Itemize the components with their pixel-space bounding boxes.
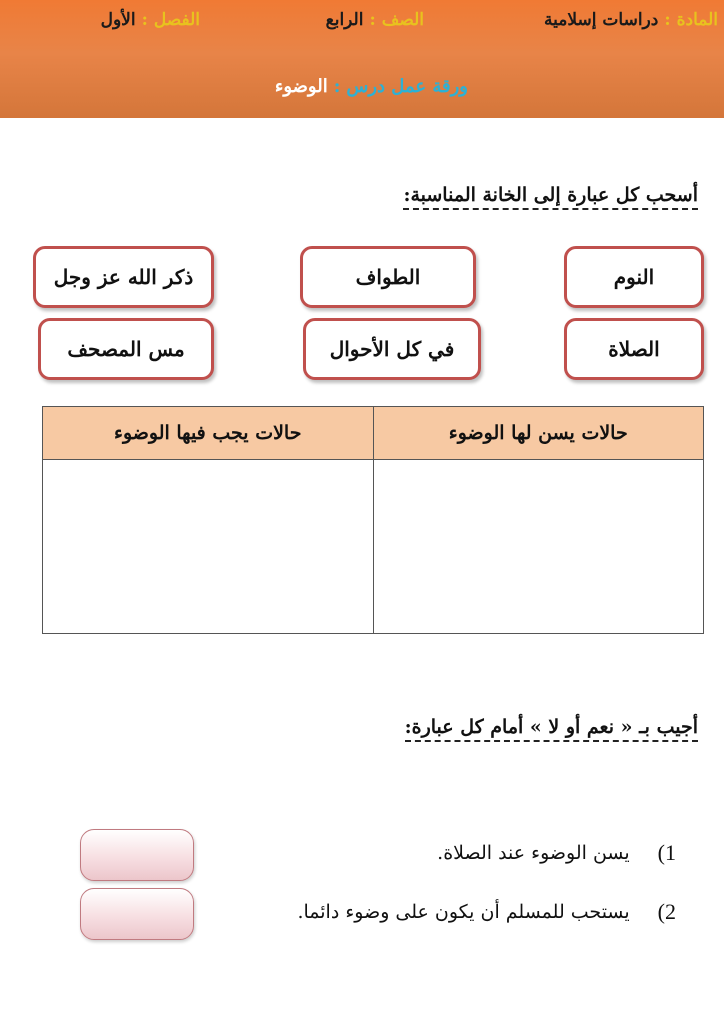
worksheet-label: ورقة عمل درس bbox=[346, 76, 468, 97]
subject-value: دراسات إسلامية bbox=[544, 10, 659, 30]
subject-label: المادة bbox=[676, 10, 718, 30]
question-number: 1) bbox=[657, 840, 676, 865]
question-text: يستحب للمسلم أن يكون على وضوء دائما. bbox=[297, 901, 630, 923]
question-row bbox=[297, 899, 676, 925]
column-header-wajib: حالات يجب فيها الوضوء bbox=[43, 407, 374, 460]
term-label: الفصل bbox=[153, 10, 200, 30]
worksheet-header bbox=[0, 0, 724, 118]
answer-input-2[interactable] bbox=[80, 888, 194, 940]
question-text: يسن الوضوء عند الصلاة. bbox=[437, 842, 630, 864]
grade-label: الصف bbox=[381, 10, 424, 30]
separator: : bbox=[141, 10, 148, 30]
question-row bbox=[437, 840, 676, 866]
lesson-name: الوضوء bbox=[274, 76, 328, 97]
term-field bbox=[101, 10, 200, 30]
drag-card-prayer[interactable]: الصلاة bbox=[564, 318, 704, 380]
subject-field bbox=[544, 10, 718, 30]
answer-input-1[interactable] bbox=[80, 829, 194, 881]
separator: : bbox=[369, 10, 376, 30]
drag-card-dhikr[interactable]: ذكر الله عز وجل bbox=[33, 246, 214, 308]
grade-value: الرابع bbox=[325, 10, 364, 30]
answer-instruction: أجيب بـ « نعم أو لا » أمام كل عبارة: bbox=[405, 716, 698, 742]
separator: : bbox=[333, 76, 341, 97]
table-header-row bbox=[43, 407, 704, 460]
drag-instruction: أسحب كل عبارة إلى الخانة المناسبة: bbox=[403, 184, 698, 210]
worksheet-title bbox=[275, 76, 468, 97]
grade-field bbox=[326, 10, 424, 30]
drag-card-touch-mushaf[interactable]: مس المصحف bbox=[38, 318, 214, 380]
drag-card-sleep[interactable]: النوم bbox=[564, 246, 704, 308]
separator: : bbox=[664, 10, 671, 30]
drag-card-all-times[interactable]: في كل الأحوال bbox=[303, 318, 481, 380]
term-value: الأول bbox=[100, 10, 136, 30]
drag-card-tawaf[interactable]: الطواف bbox=[300, 246, 476, 308]
drop-zone-wajib[interactable] bbox=[43, 460, 374, 634]
sorting-table bbox=[42, 406, 704, 634]
drop-zone-sunnah[interactable] bbox=[373, 460, 704, 634]
column-header-sunnah: حالات يسن لها الوضوء bbox=[373, 407, 704, 460]
question-number: 2) bbox=[657, 899, 676, 924]
drop-row bbox=[43, 460, 704, 634]
